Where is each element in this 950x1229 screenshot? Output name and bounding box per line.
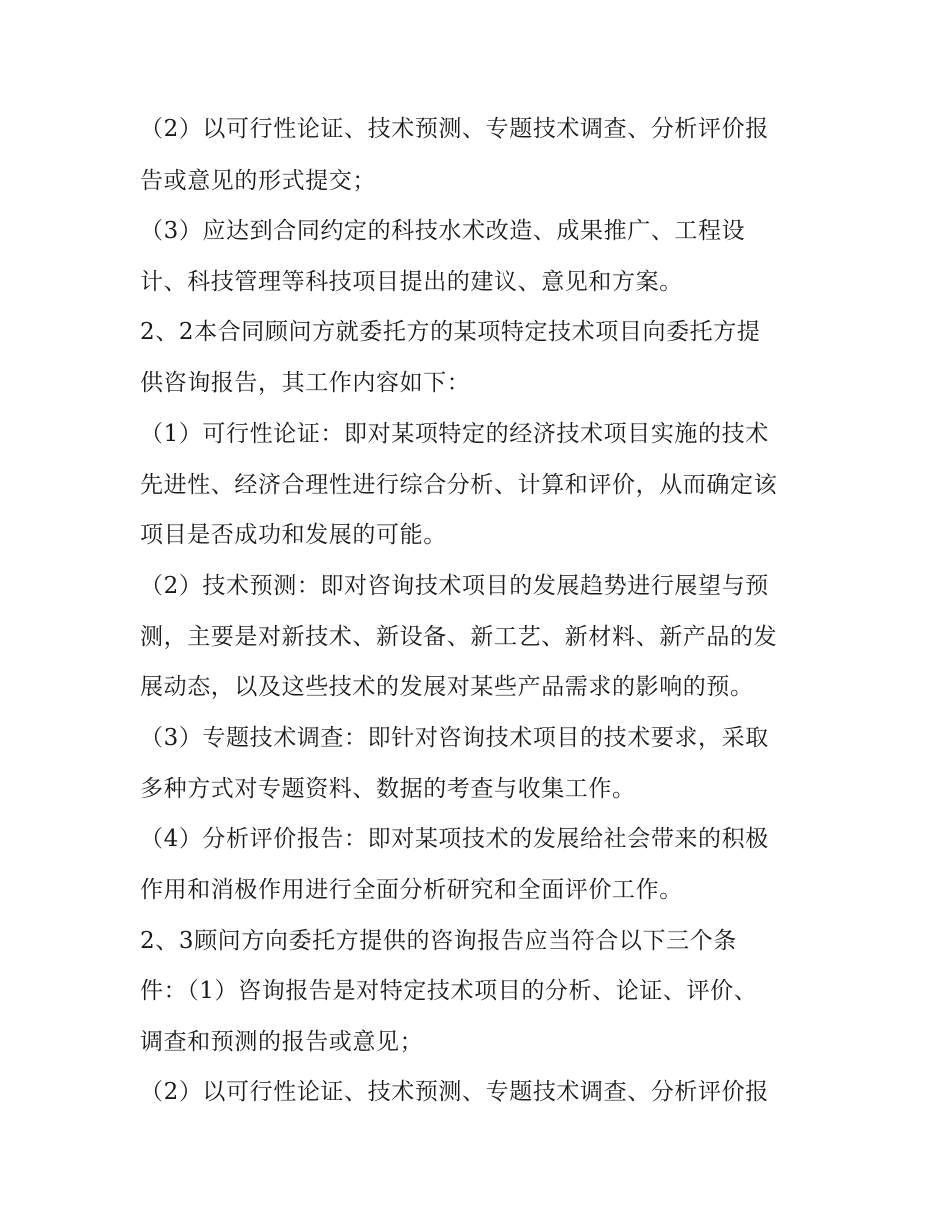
text-line: （1）可行性论证：即对某项特定的经济技术项目实施的技术	[140, 421, 769, 447]
text-line: 件：（1）咨询报告是对特定技术项目的分析、论证、评价、	[140, 978, 758, 1004]
text-line: （3）专题技术调查：即针对咨询技术项目的技术要求，采取	[140, 725, 769, 751]
text-line: 项目是否成功和发展的可能。	[140, 522, 447, 548]
text-line: （4）分析评价报告：即对某项技术的发展给社会带来的积极	[140, 826, 769, 852]
text-line: （3）应达到合同约定的科技水术改造、成果推广、工程设	[140, 218, 746, 244]
text-line: 多种方式对专题资料、数据的考查与收集工作。	[140, 776, 636, 802]
text-line: （2）以可行性论证、技术预测、专题技术调查、分析评价报	[140, 1079, 769, 1105]
text-line: 作用和消极作用进行全面分析研究和全面评价工作。	[140, 877, 683, 903]
text-line: （2）以可行性论证、技术预测、专题技术调查、分析评价报	[140, 116, 769, 142]
text-line: 测，主要是对新技术、新设备、新工艺、新材料、新产品的发	[140, 624, 778, 650]
text-line: 2、2本合同顾问方就委托方的某项特定技术项目向委托方提	[140, 319, 761, 345]
text-line: 先进性、经济合理性进行综合分析、计算和评价，从而确定该	[140, 472, 778, 498]
text-line: 展动态，以及这些技术的发展对某些产品需求的影响的预。	[140, 674, 754, 700]
text-line: 计、科技管理等科技项目提出的建议、意见和方案。	[140, 269, 683, 295]
text-line: 告或意见的形式提交；	[140, 168, 376, 194]
text-line: 供咨询报告，其工作内容如下：	[140, 370, 471, 396]
text-line: （2）技术预测：即对咨询技术项目的发展趋势进行展望与预	[140, 573, 769, 599]
text-line: 调查和预测的报告或意见；	[140, 1029, 424, 1055]
text-line: 2、3顾问方向委托方提供的咨询报告应当符合以下三个条	[140, 928, 737, 954]
